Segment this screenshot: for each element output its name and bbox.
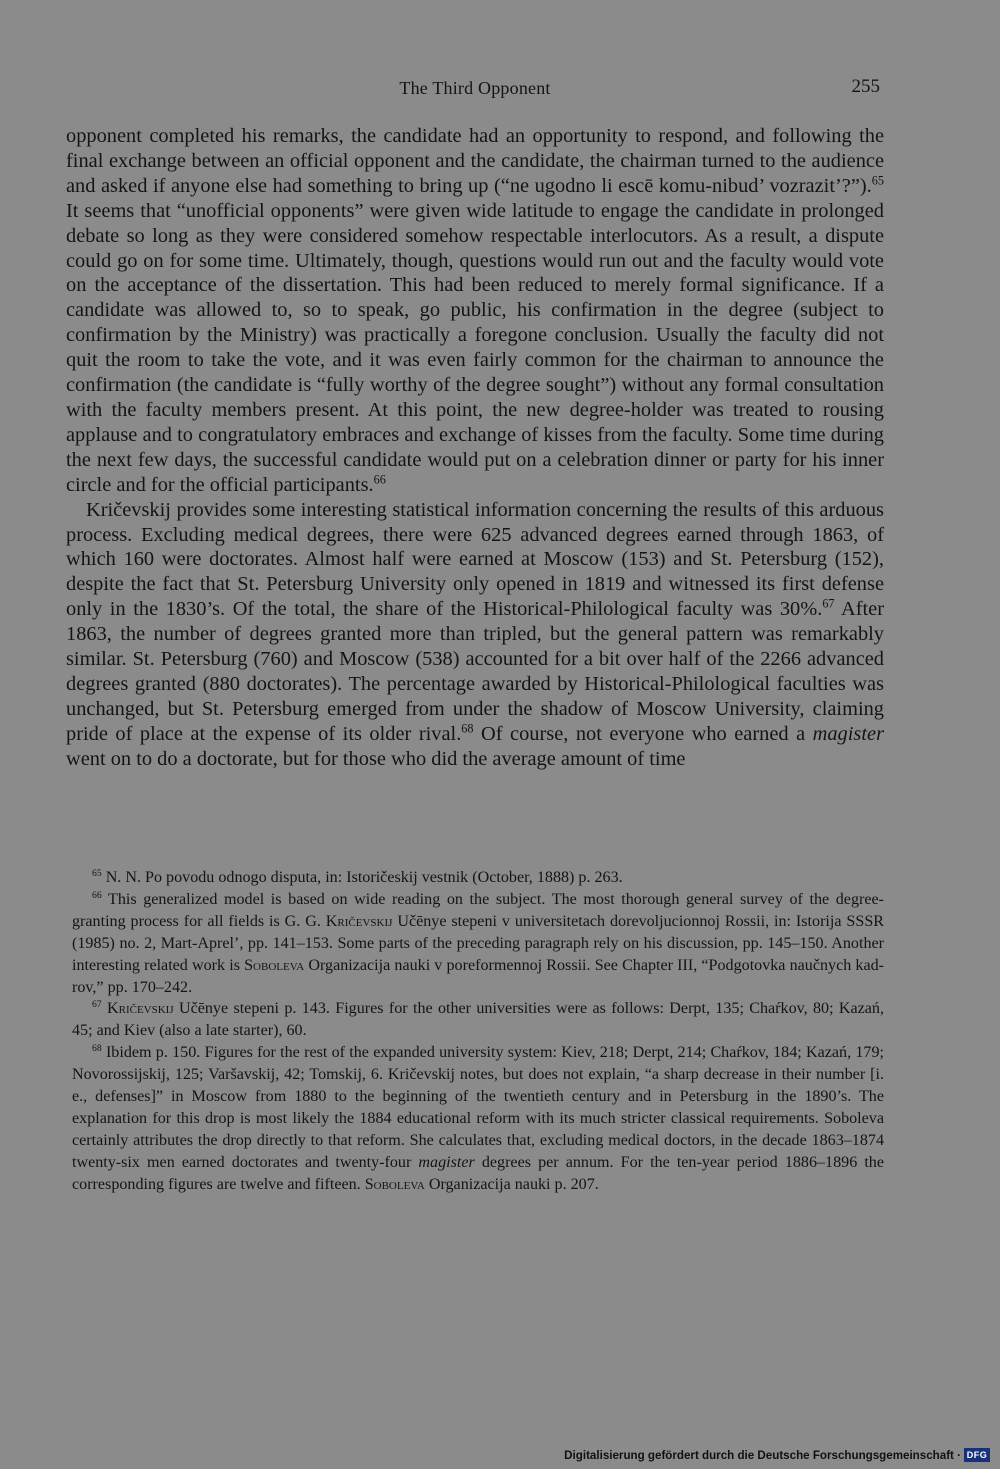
footnotes bbox=[72, 867, 884, 1196]
footnote-ref-65: 65 bbox=[871, 173, 884, 188]
paragraph-1-part-a: opponent completed his remarks, the candidate had an opportunity to respond, and following the final exchange between an official opponent and the candidate, the chairman turned to the audience and asked if anyone else had something to bring up (“ne ugodno li escē komu-nibud’ vozrazit’?”). bbox=[66, 125, 884, 197]
running-title: The Third Opponent bbox=[399, 78, 551, 98]
footnote-66 bbox=[72, 889, 884, 999]
footnote-number: 66 bbox=[92, 889, 102, 901]
footnote-67 bbox=[72, 998, 884, 1042]
author-name: Kričevskij bbox=[107, 1000, 174, 1018]
body-text bbox=[66, 124, 884, 772]
footnote-text: This generalized model is based on wide reading on the subject. The most thorough general survey of the degree-granting process for all fields is G. G. bbox=[72, 890, 885, 930]
page-number: 255 bbox=[851, 76, 880, 97]
footnote-text: degrees per annum. For the ten-year period 1886–1896 the corresponding figures are twelve and fifteen. bbox=[72, 1153, 884, 1193]
credit-text: Digitalisierung gefördert durch die Deutsche Forschungsgemeinschaft · bbox=[564, 1448, 961, 1462]
footnote-65 bbox=[72, 867, 884, 889]
footnote-text: Učēnye stepeni p. 143. Figures for the other universities were as follows: Derpt, 135; Chaŕkov, 80; Kazań, 45; and Kiev (also a late starter), 60. bbox=[72, 1000, 884, 1040]
footnote-number: 67 bbox=[92, 999, 102, 1011]
author-name: Soboleva bbox=[244, 956, 305, 974]
footnote-text: Organizacija nauki p. 207. bbox=[424, 1175, 599, 1193]
digitization-credit bbox=[564, 1446, 990, 1464]
footnote-emphasis: magister bbox=[418, 1153, 475, 1171]
dfg-logo-icon: DFG bbox=[964, 1448, 990, 1462]
paragraph-1 bbox=[66, 124, 884, 498]
footnote-number: 68 bbox=[92, 1043, 102, 1055]
page-header bbox=[66, 78, 884, 104]
footnote-ref-66: 66 bbox=[373, 472, 386, 487]
author-name: Soboleva bbox=[364, 1175, 425, 1193]
paragraph-1-part-b: It seems that “unofficial opponents” were given wide latitude to engage the candidate in prolonged debate so long as they were considered somehow respectable interlocutors. As a result, a dispute could go on for some time. Ultimately, though, questions would run out and the faculty would vote on the acceptance of the dissertation. This had been reduced to merely formal significance. If a candidate was allowed to, so to speak, go public, his confirmation in the degree (subject to confirmation by the Ministry) was practically a foregone conclusion. Usually the faculty did not quit the room to take the vote, and it was even fairly common for the chairman to announce the confirmation (the candidate is “fully worthy of the degree sought”) without any formal consultation with the faculty members present. At this point, the new degree-holder was treated to rousing applause and to congratulatory embraces and exchange of kisses from the faculty. Some time during the next few days, the successful candidate would put on a celebration dinner or party for his inner circle and for the official participants. bbox=[66, 199, 884, 496]
footnote-text: Ibidem p. 150. Figures for the rest of the expanded university system: Kiev, 218; Derpt, 214; Chaŕkov, 184; Kazań, 179; Novorossijskij, 125; Varšavskij, 42; Tomskij, 6. Kričevskij notes, but does not explain, “a sharp decrease in their number [i. e., defenses]” in Moscow from 1880 to the beginning of the twentieth century and in Petersburg in the 1890’s. The explanation for this drop is most likely the 1884 educational reform with its much stricter classical requirements. Soboleva certainly attributes the drop directly to that reform. She calculates that, excluding medical doctors, in the decade 1863–1874 twenty-six men earned doctorates and twenty-four bbox=[72, 1044, 885, 1171]
paragraph-2-emphasis: magister bbox=[812, 722, 885, 745]
footnote-number: 65 bbox=[92, 868, 102, 880]
paragraph-2-part-a: Kričevskij provides some interesting statistical information concerning the results of this arduous process. Excluding medical degrees, there were 625 advanced degrees earned through 1863, of which 160 were doctorates. Almost half were earned at Moscow (153) and St. Petersburg (152), despite the fact that St. Petersburg University only opened in 1819 and witnessed its first defense only in the 1830’s. Of the total, the share of the Historical-Philological faculty was 30%. bbox=[66, 498, 884, 621]
paragraph-2 bbox=[66, 498, 884, 772]
footnote-text: Organizacija nauki v poreformennoj Rossii. See Chapter III, “Podgotovka naučnych kadrov,” pp. 170–242. bbox=[72, 956, 884, 996]
footnote-ref-68: 68 bbox=[461, 721, 474, 736]
paragraph-2-part-b: After 1863, the number of degrees granted more than tripled, but the general pattern was remarkably similar. St. Petersburg (760) and Moscow (538) accounted for a bit over half of the 2266 advanced degrees granted (880 doctorates). The percentage awarded by Historical-Philological faculties was unchanged, but St. Petersburg emerged from under the shadow of Moscow University, claiming pride of place at the expense of its older rival. bbox=[66, 598, 884, 745]
footnote-ref-67: 67 bbox=[822, 596, 835, 611]
paragraph-2-part-d: went on to do a doctorate, but for those who did the average amount of time bbox=[66, 747, 686, 770]
author-name: Kričevskij bbox=[325, 912, 393, 930]
footnote-text: N. N. Po povodu odnogo disputa, in: Istoričeskij vestnik (October, 1888) p. 263. bbox=[105, 869, 623, 886]
paragraph-2-part-c: Of course, not everyone who earned a bbox=[473, 722, 813, 745]
footnote-68 bbox=[72, 1042, 884, 1195]
footnote-text: Učēnye stepeni v universitetach dorevoljucionnoj Rossii, in: Istorija SSSR (1985) no. 2, Mart-Aprel’, pp. 141–153. Some parts of the preceding paragraph rely on his discussion, pp. 145–150. Another interesting related work is bbox=[72, 912, 885, 974]
